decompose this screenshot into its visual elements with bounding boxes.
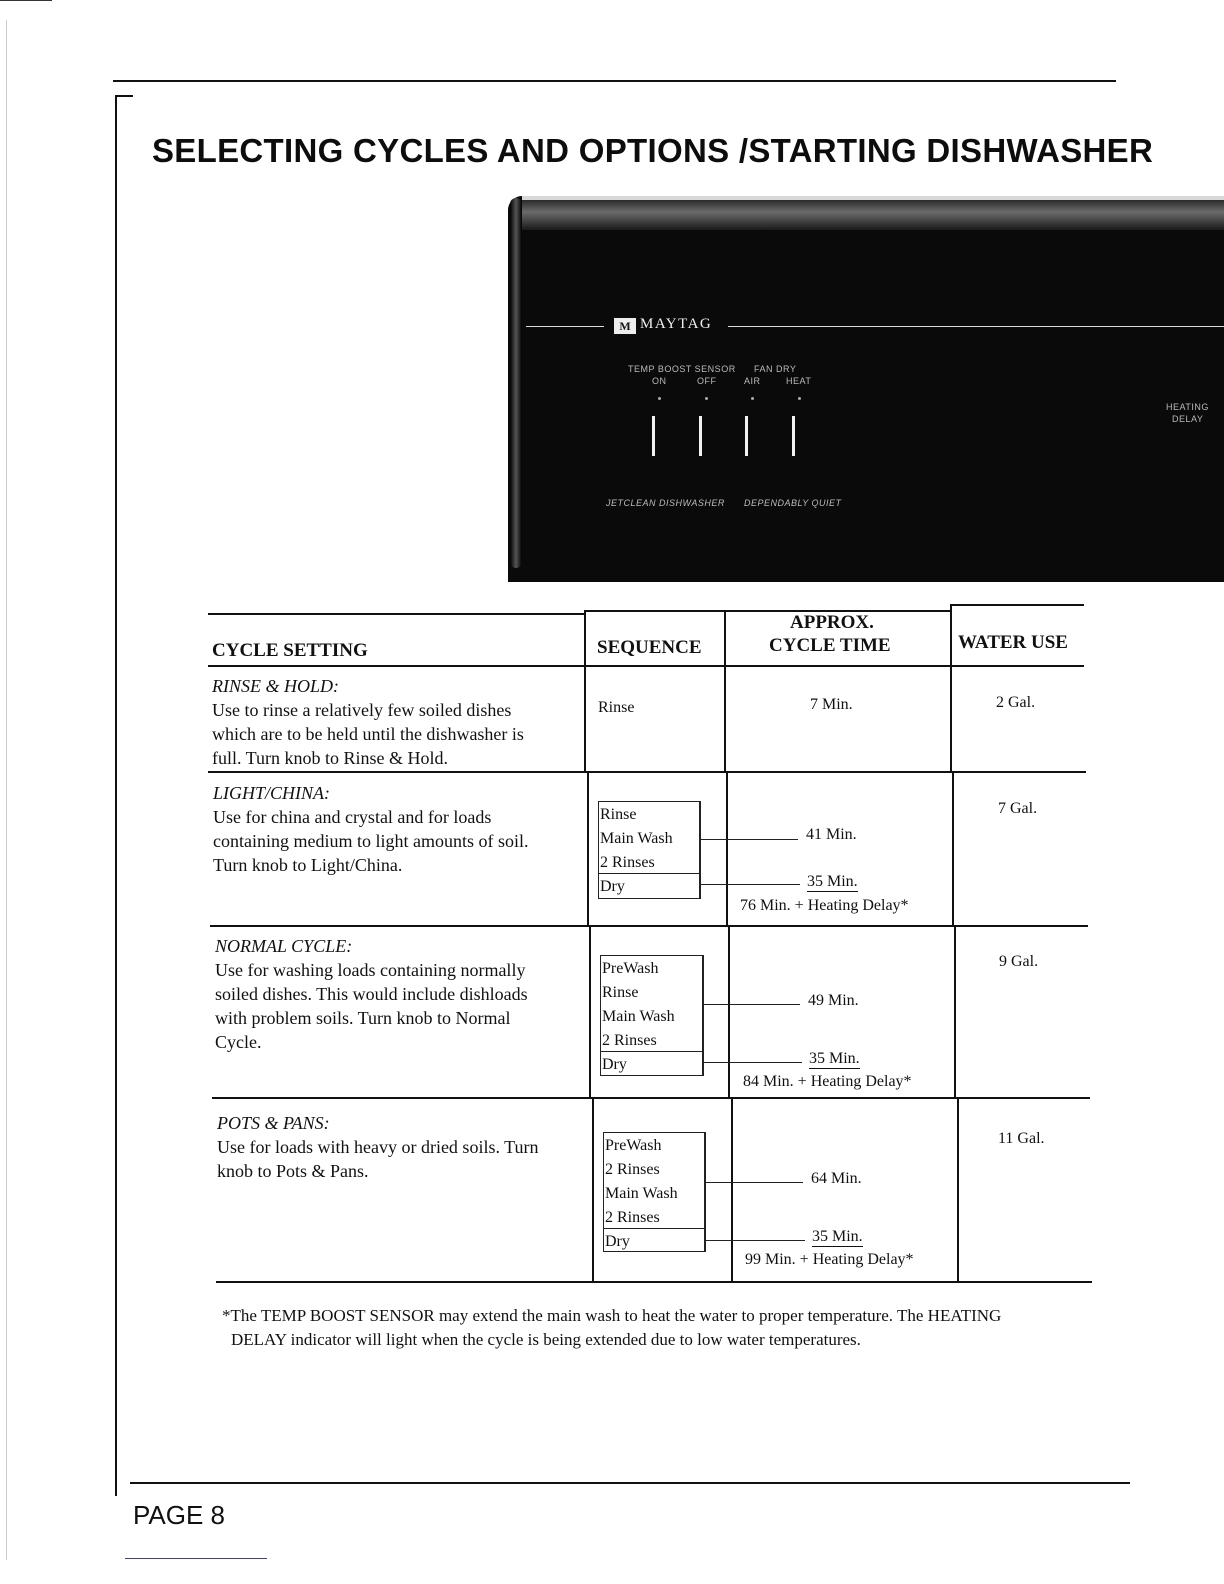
column-rule <box>952 772 954 926</box>
scan-edge <box>6 20 7 1560</box>
label-off: OFF <box>697 376 717 386</box>
row-rule <box>208 771 1086 773</box>
sequence-step: Rinse <box>598 699 635 716</box>
column-rule <box>584 612 586 772</box>
fan-dry-label: FAN DRY <box>754 364 797 374</box>
header-sequence: SEQUENCE <box>597 637 702 658</box>
column-rule <box>954 926 956 1098</box>
water-use: 11 Gal. <box>998 1130 1045 1147</box>
heating-delay-label-1: HEATING <box>1166 402 1209 412</box>
label-air: AIR <box>744 376 761 386</box>
panel-tagline-2: DEPENDABLY QUIET <box>744 498 842 508</box>
frame-corner <box>115 95 133 97</box>
fan-dry-air-switch[interactable] <box>745 416 748 456</box>
sequence-list: PreWash 2 Rinses Main Wash 2 Rinses Dry <box>605 1137 678 1250</box>
indicator-dot <box>705 397 708 400</box>
bracket-line <box>700 884 800 885</box>
brand-name: MAYTAG <box>640 316 713 332</box>
footer-underline <box>125 1558 267 1559</box>
cycle-name: RINSE & HOLD: <box>212 676 339 696</box>
column-rule <box>726 772 728 926</box>
label-heat: HEAT <box>786 376 812 386</box>
wash-time: 49 Min. <box>808 992 859 1009</box>
bracket-line <box>703 1062 802 1063</box>
cycle-name: POTS & PANS: <box>217 1113 330 1133</box>
cycle-name: NORMAL CYCLE: <box>215 936 353 956</box>
label-on: ON <box>652 376 667 386</box>
frame-bottom-rule <box>130 1482 1130 1484</box>
cycle-description: Use to rinse a relatively few soiled dishes which are to be held until the dishwasher is full. Turn knob to Rinse & Hold. <box>212 700 524 768</box>
panel-tagline-1: JETCLEAN DISHWASHER <box>606 498 725 508</box>
wash-time: 64 Min. <box>811 1170 862 1187</box>
scan-corner-rule <box>0 0 52 1</box>
control-panel-photo <box>508 196 1224 582</box>
table-top-rule <box>208 613 584 615</box>
panel-handle <box>510 198 522 568</box>
maytag-logo-icon: M <box>614 318 636 334</box>
water-use: 2 Gal. <box>996 694 1036 711</box>
page-title: SELECTING CYCLES AND OPTIONS /STARTING DISHWASHER <box>152 132 1154 169</box>
table-bottom-rule <box>216 1281 1092 1283</box>
water-use: 9 Gal. <box>999 953 1039 970</box>
column-rule <box>728 926 730 1098</box>
bracket-line <box>703 1004 800 1005</box>
column-rule <box>592 1098 594 1282</box>
header-water-use: WATER USE <box>958 632 1068 653</box>
column-rule <box>724 610 726 772</box>
row-rule <box>210 925 1088 927</box>
bracket-line <box>700 839 798 840</box>
column-rule <box>589 926 591 1098</box>
bracket-line <box>705 1240 805 1241</box>
dry-time: 35 Min. <box>809 1050 860 1067</box>
header-rule <box>208 665 1084 667</box>
dry-time: 35 Min. <box>812 1228 863 1245</box>
logo-rule-right <box>728 326 1224 327</box>
heating-delay-label-2: DELAY <box>1172 414 1204 424</box>
page-number: PAGE 8 <box>133 1500 226 1530</box>
frame-left-rule <box>115 96 117 1496</box>
fan-dry-heat-switch[interactable] <box>792 416 795 456</box>
indicator-dot <box>751 397 754 400</box>
bracket-line <box>705 1182 803 1183</box>
column-rule <box>587 772 589 926</box>
temp-boost-off-switch[interactable] <box>699 416 702 456</box>
panel-trim <box>522 200 1224 230</box>
temp-boost-on-switch[interactable] <box>652 416 655 456</box>
cycle-description: Use for washing loads containing normally soiled dishes. This would include dishloads with problem soils. Turn knob to Normal Cycle. <box>215 960 528 1052</box>
water-use: 7 Gal. <box>998 800 1038 817</box>
total-time: 99 Min. + Heating Delay* <box>745 1251 914 1268</box>
column-rule <box>957 1098 959 1282</box>
table-top-rule <box>584 610 950 612</box>
sequence-list: PreWash Rinse Main Wash 2 Rinses Dry <box>602 960 675 1073</box>
indicator-dot <box>658 397 661 400</box>
column-rule <box>950 604 952 772</box>
cycle-description: Use for loads with heavy or dried soils. Turn knob to Pots & Pans. <box>217 1137 539 1181</box>
total-time: 84 Min. + Heating Delay* <box>743 1073 912 1090</box>
cycle-description: Use for china and crystal and for loads containing medium to light amounts of soil. Turn knob to Light/China. <box>213 807 529 875</box>
header-cycle-time: CYCLE TIME <box>769 635 891 656</box>
total-time: 76 Min. + Heating Delay* <box>740 897 909 914</box>
sequence-list: Rinse Main Wash 2 Rinses Dry <box>600 806 673 895</box>
logo-rule-left <box>526 326 604 327</box>
header-approx: APPROX. <box>790 612 874 633</box>
column-rule <box>731 1098 733 1282</box>
dry-time: 35 Min. <box>807 873 858 890</box>
footnote: *The TEMP BOOST SENSOR may extend the main wash to heat the water to proper temperature. The HEATING DELAY indicator will light when the cycle is being extended due to low water temperatures. <box>222 1306 1002 1349</box>
header-cycle-setting: CYCLE SETTING <box>212 640 368 661</box>
cycle-name: LIGHT/CHINA: <box>213 783 331 803</box>
temp-boost-label: TEMP BOOST SENSOR <box>628 364 736 374</box>
indicator-dot <box>798 397 801 400</box>
table-top-rule <box>950 604 1084 606</box>
frame-top-rule <box>113 80 1116 82</box>
cycle-time: 7 Min. <box>810 696 853 713</box>
wash-time: 41 Min. <box>806 826 857 843</box>
